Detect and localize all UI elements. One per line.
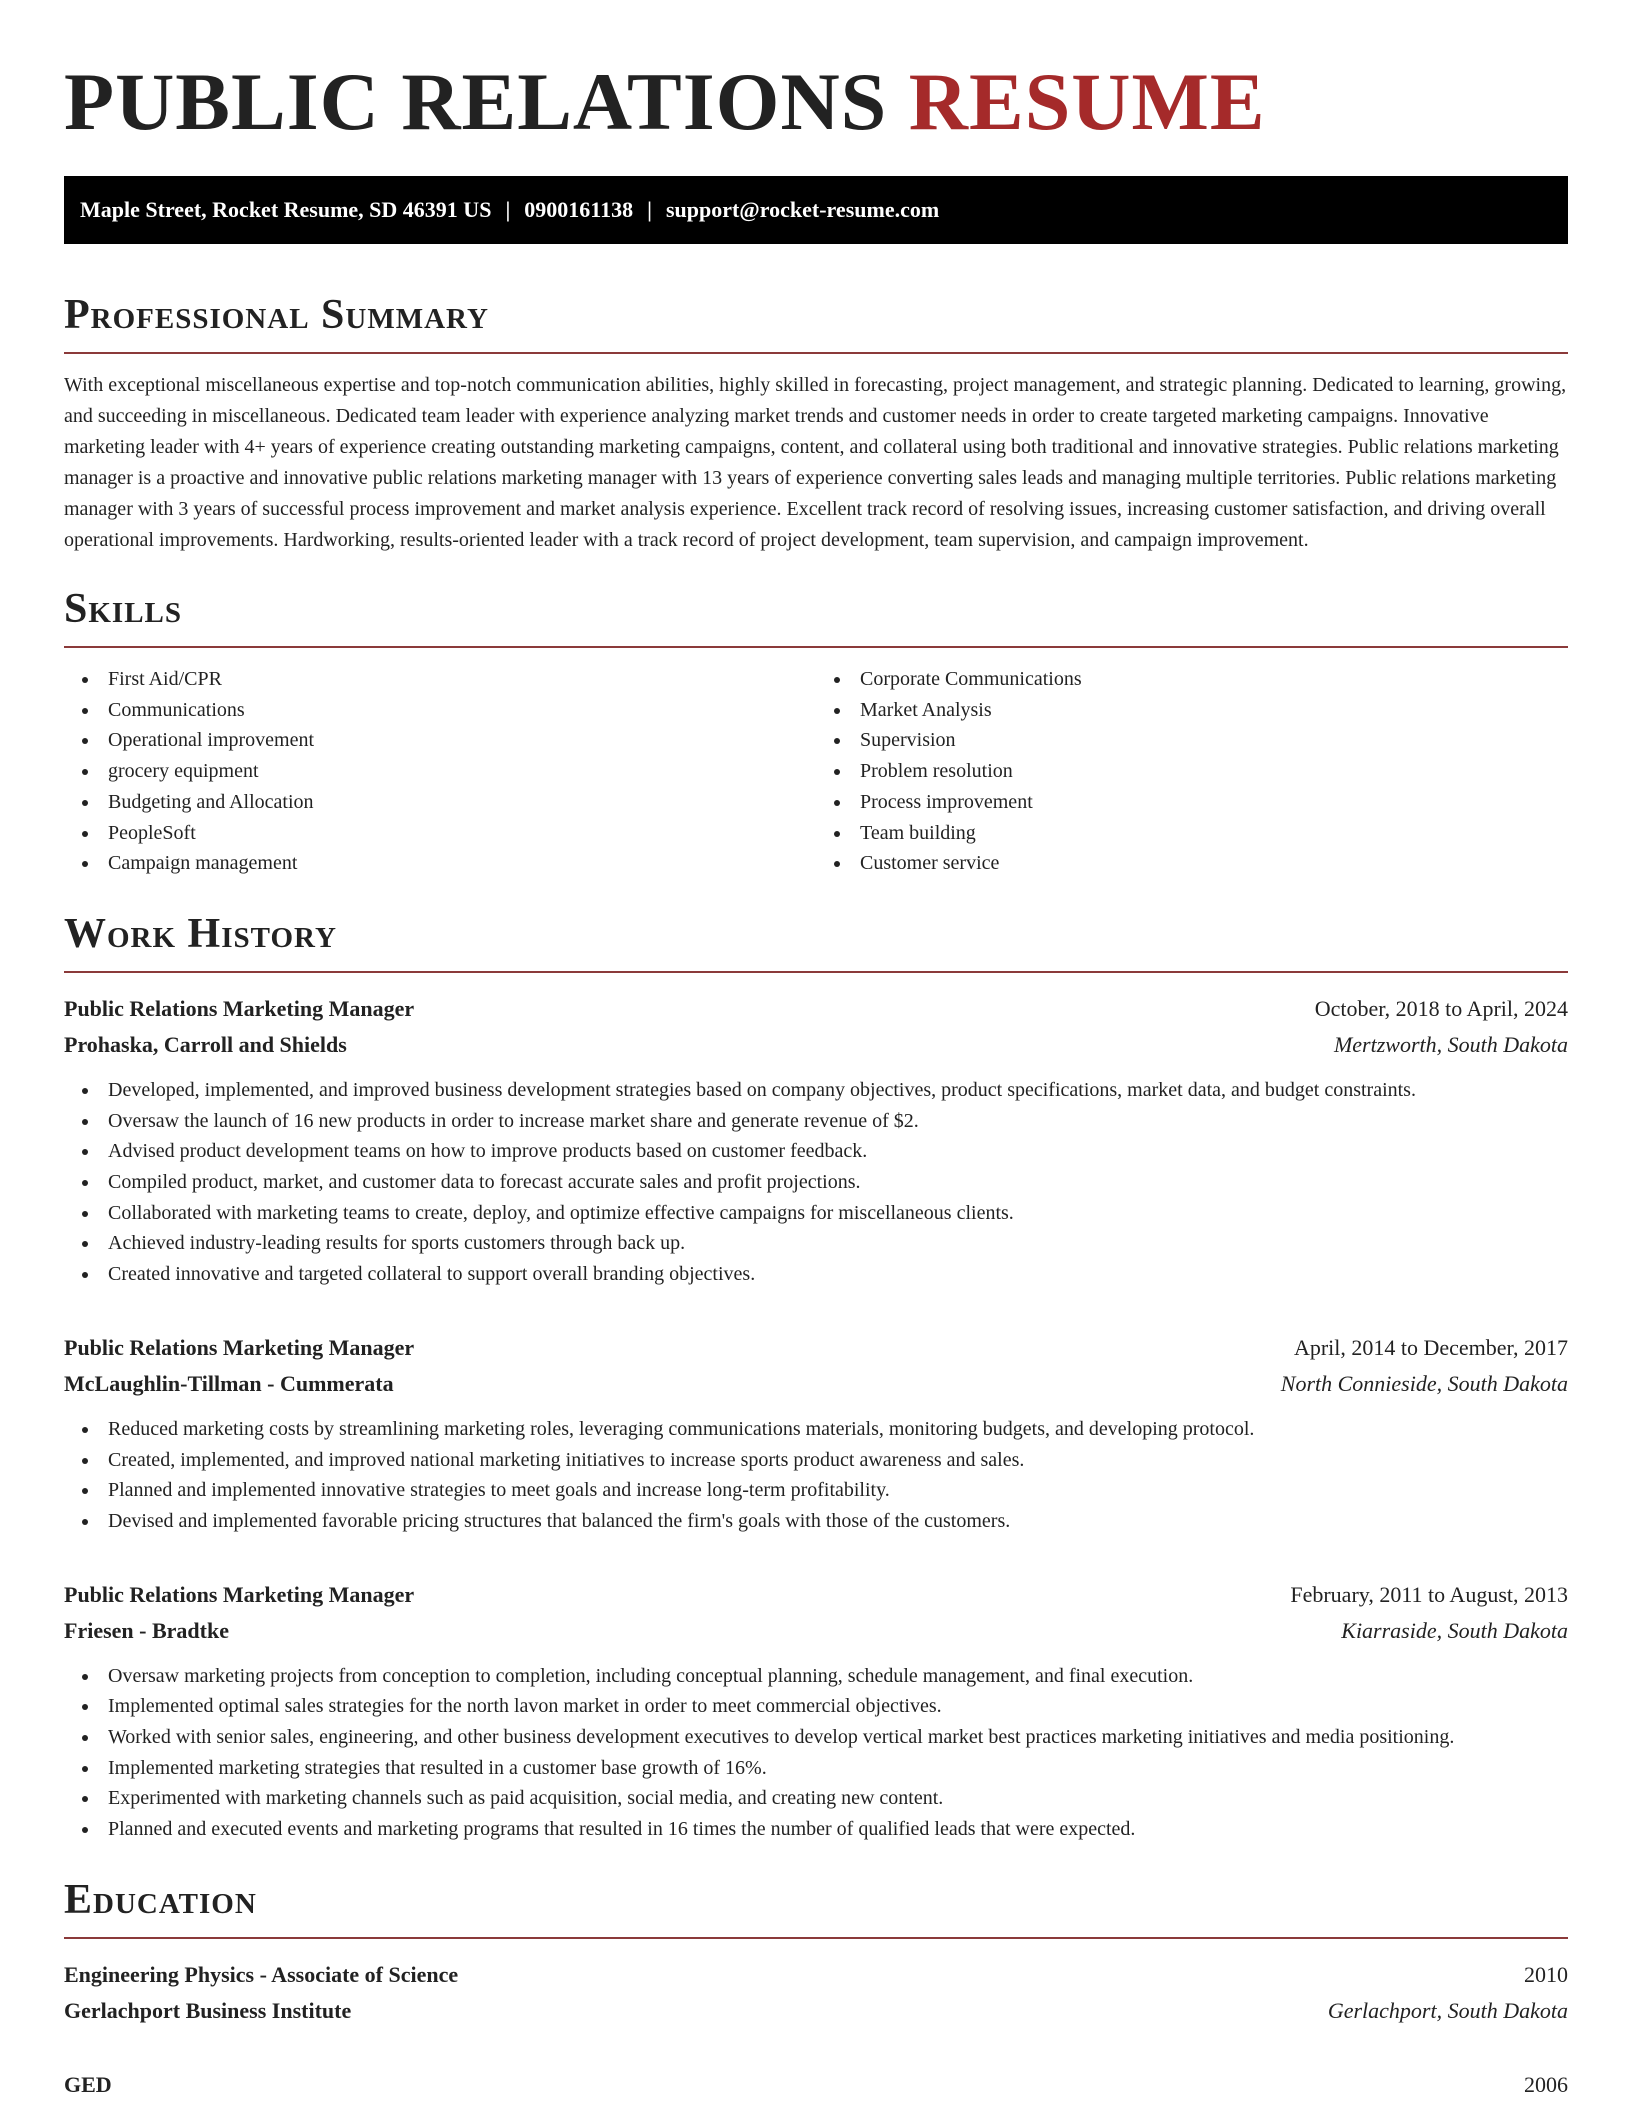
title-main: PUBLIC RELATIONS	[64, 56, 888, 147]
skill-item: grocery equipment	[108, 756, 816, 787]
work-history-heading: Work History	[64, 907, 1568, 973]
job-bullet: Created innovative and targeted collateral to support overall branding objectives.	[108, 1259, 1568, 1290]
job-bullets	[64, 1414, 1568, 1537]
skill-item: Market Analysis	[860, 695, 1568, 726]
job-bullet: Implemented optimal sales strategies for the north lavon market in order to meet commercial objectives.	[108, 1691, 1568, 1722]
skill-item: Process improvement	[860, 787, 1568, 818]
skill-item: Campaign management	[108, 848, 816, 879]
job-bullet: Achieved industry-leading results for sports customers through back up.	[108, 1228, 1568, 1259]
education-school: Gerlachport Business Institute	[64, 1997, 352, 2023]
job-header	[64, 1330, 1568, 1366]
job-bullet: Advised product development teams on how to improve products based on customer feedback.	[108, 1136, 1568, 1167]
job-bullet: Planned and implemented innovative strategies to meet goals and increase long-term profitability.	[108, 1475, 1568, 1506]
skills-heading: Skills	[64, 582, 1568, 648]
title-accent: RESUME	[908, 56, 1266, 147]
job-dates: October, 2018 to April, 2024	[1314, 995, 1568, 1021]
skill-item: PeopleSoft	[108, 818, 816, 849]
contact-separator: |	[505, 197, 511, 222]
education-degree: Engineering Physics - Associate of Science	[64, 1961, 459, 1987]
job-company: McLaughlin-Tillman - Cummerata	[64, 1370, 394, 1396]
job-bullet: Devised and implemented favorable pricing structures that balanced the firm's goals with those of the customers.	[108, 1506, 1568, 1537]
job-company: Friesen - Bradtke	[64, 1617, 229, 1643]
contact-separator: |	[647, 197, 652, 222]
skills-column-left	[64, 664, 816, 879]
job-location: Kiarraside, South Dakota	[1341, 1617, 1568, 1643]
skill-item: Team building	[860, 818, 1568, 849]
education-heading: Education	[64, 1873, 1568, 1939]
job-location: North Connieside, South Dakota	[1280, 1370, 1568, 1396]
job-bullets	[64, 1075, 1568, 1290]
job-header	[64, 991, 1568, 1027]
job-subheader	[64, 1613, 1568, 1649]
summary-heading: Professional Summary	[64, 288, 1568, 354]
education-subheader	[64, 1993, 1568, 2029]
education-degree: GED	[64, 2071, 112, 2097]
job-bullet: Experimented with marketing channels such as paid acquisition, social media, and creating new content.	[108, 1783, 1568, 1814]
education-header	[64, 1957, 1568, 1993]
job-title: Public Relations Marketing Manager	[64, 995, 415, 1021]
job-bullet: Planned and executed events and marketing programs that resulted in 16 times the number of qualified leads that were expected.	[108, 1814, 1568, 1845]
job-bullet: Oversaw marketing projects from conception to completion, including conceptual planning, schedule management, and final execution.	[108, 1661, 1568, 1692]
job-bullet: Created, implemented, and improved national marketing initiatives to increase sports product awareness and sales.	[108, 1445, 1568, 1476]
contact-bar	[64, 176, 1568, 244]
skill-item: Problem resolution	[860, 756, 1568, 787]
education-year: 2010	[1524, 1961, 1568, 1987]
job-subheader	[64, 1027, 1568, 1063]
job-bullet: Oversaw the launch of 16 new products in order to increase market share and generate revenue of $2.	[108, 1106, 1568, 1137]
job-bullet: Developed, implemented, and improved business development strategies based on company objectives, product specifications, market data, and budget constraints.	[108, 1075, 1568, 1106]
contact-email[interactable]: support@rocket-resume.com	[665, 197, 940, 222]
skill-item: Budgeting and Allocation	[108, 787, 816, 818]
job-dates: February, 2011 to August, 2013	[1290, 1581, 1568, 1607]
education-entry	[64, 2067, 1568, 2103]
skill-item: Corporate Communications	[860, 664, 1568, 695]
job-company: Prohaska, Carroll and Shields	[64, 1031, 347, 1057]
job-bullet: Worked with senior sales, engineering, and other business development executives to develop vertical market best practices marketing initiatives and media positioning.	[108, 1722, 1568, 1753]
resume-page	[64, 0, 1568, 2103]
skills-list	[64, 664, 1568, 879]
contact-address: Maple Street, Rocket Resume, SD 46391 US	[80, 197, 492, 222]
job-title: Public Relations Marketing Manager	[64, 1581, 415, 1607]
education-entry	[64, 1957, 1568, 2029]
job-location: Mertzworth, South Dakota	[1333, 1031, 1568, 1057]
skills-column-right	[816, 664, 1568, 879]
job-bullet: Implemented marketing strategies that resulted in a customer base growth of 16%.	[108, 1753, 1568, 1784]
job-header	[64, 1577, 1568, 1613]
skill-item: Communications	[108, 695, 816, 726]
job-title: Public Relations Marketing Manager	[64, 1334, 415, 1360]
education-header	[64, 2067, 1568, 2103]
job-entry	[64, 1330, 1568, 1537]
job-bullet: Compiled product, market, and customer data to forecast accurate sales and profit projections.	[108, 1167, 1568, 1198]
skill-item: First Aid/CPR	[108, 664, 816, 695]
education-year: 2006	[1524, 2071, 1568, 2097]
job-bullet: Collaborated with marketing teams to create, deploy, and optimize effective campaigns for miscellaneous clients.	[108, 1198, 1568, 1229]
skill-item: Supervision	[860, 725, 1568, 756]
skill-item: Customer service	[860, 848, 1568, 879]
job-bullet: Reduced marketing costs by streamlining marketing roles, leveraging communications materials, monitoring budgets, and developing protocol.	[108, 1414, 1568, 1445]
job-subheader	[64, 1366, 1568, 1402]
job-bullets	[64, 1661, 1568, 1845]
job-dates: April, 2014 to December, 2017	[1293, 1334, 1568, 1360]
skill-item: Operational improvement	[108, 725, 816, 756]
job-entry	[64, 991, 1568, 1290]
job-entry	[64, 1577, 1568, 1845]
education-location: Gerlachport, South Dakota	[1327, 1997, 1568, 2023]
resume-title	[64, 0, 1568, 148]
summary-text: With exceptional miscellaneous expertise and top-notch communication abilities, highly skilled in forecasting, project management, and strategic planning. Dedicated to learning, growing, and succeeding in miscellaneous. Dedicated team leader with experience analyzing market trends and customer needs in order to create targeted marketing campaigns. Innovative marketing leader with 4+ years of experience creating outstanding marketing campaigns, content, and collateral using both traditional and innovative strategies. Public relations marketing manager is a proactive and innovative public relations marketing manager with 13 years of experience converting sales leads and managing multiple territories. Public relations marketing manager with 3 years of successful process improvement and market analysis experience. Excellent track record of resolving issues, increasing customer satisfaction, and driving overall operational improvements. Hardworking, results-oriented leader with a track record of project development, team supervision, and campaign improvement.	[64, 374, 1567, 551]
contact-phone: 0900161138	[524, 197, 634, 222]
